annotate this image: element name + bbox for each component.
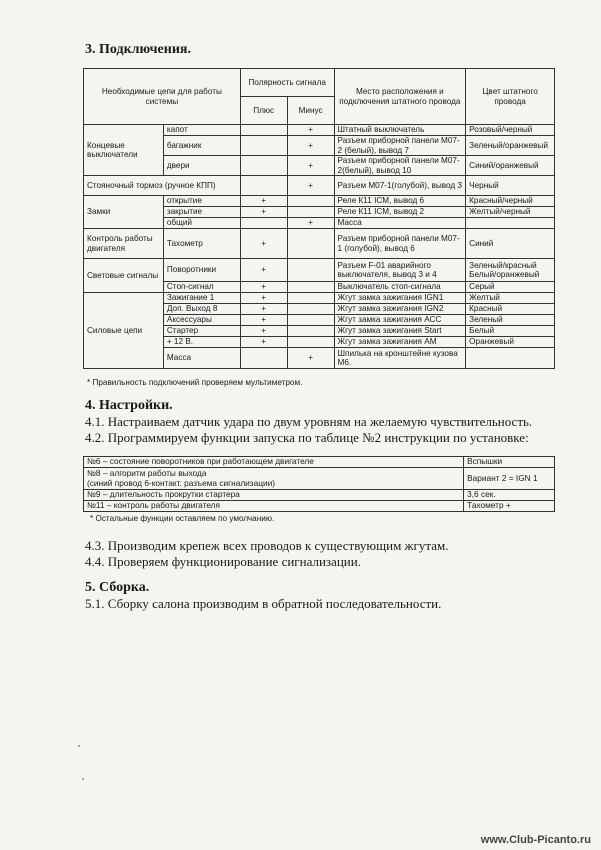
row-color: Белый xyxy=(466,326,555,337)
row-minus xyxy=(287,196,334,207)
settings-func: №9 – длительность прокрутки стартера xyxy=(84,490,464,501)
header-circuits: Необходимые цепи для работы системы xyxy=(84,69,241,125)
row-location: Жгут замка зажигания АМ xyxy=(334,337,466,348)
row-location: Жгут замка зажигания IGN2 xyxy=(334,304,466,315)
row-plus: + xyxy=(240,293,287,304)
section4-p3: 4.3. Производим крепеж всех проводов к существующим жгутам. xyxy=(85,538,449,553)
settings-value: Вариант 2 = IGN 1 xyxy=(464,468,555,490)
row-plus xyxy=(240,136,287,156)
group-light-signals: Световые сигналы xyxy=(84,259,164,293)
section4-p4: 4.4. Проверяем функционирование сигнализации. xyxy=(85,554,361,569)
row-plus: + xyxy=(240,315,287,326)
row-plus xyxy=(240,348,287,369)
row-location: Реле К11 ICM, вывод 6 xyxy=(334,196,466,207)
row-sub: открытие xyxy=(163,196,240,207)
row-sub: общий xyxy=(163,218,240,229)
row-minus xyxy=(287,293,334,304)
row-color: Желтый/черный xyxy=(466,207,555,218)
section4-note: * Остальные функции оставляем по умолчанию. xyxy=(90,514,275,523)
row-minus: + xyxy=(287,176,334,196)
group-locks: Замки xyxy=(84,196,164,229)
scan-speck xyxy=(78,745,80,747)
row-plus: + xyxy=(240,304,287,315)
row-plus xyxy=(240,156,287,176)
header-color: Цвет штатного провода xyxy=(466,69,555,125)
row-minus xyxy=(287,337,334,348)
section4-p2: 4.2. Программируем функции запуска по таблице №2 инструкции по установке: xyxy=(85,430,529,445)
row-location: Выключатель стоп-сигнала xyxy=(334,282,466,293)
row-plus: + xyxy=(240,259,287,282)
row-sub: Доп. Выход 8 xyxy=(163,304,240,315)
row-sub: Стартер xyxy=(163,326,240,337)
settings-func: №6 – состояние поворотников при работающем двигателе xyxy=(84,457,464,468)
row-sub: багажник xyxy=(163,136,240,156)
row-minus xyxy=(287,282,334,293)
row-plus: + xyxy=(240,326,287,337)
row-location: Жгут замка зажигания Start xyxy=(334,326,466,337)
row-plus: + xyxy=(240,337,287,348)
row-sub: капот xyxy=(163,125,240,136)
header-location: Место расположения и подключения штатного провода xyxy=(334,69,466,125)
row-color: Черный xyxy=(466,176,555,196)
row-color: Оранжевый xyxy=(466,337,555,348)
row-minus: + xyxy=(287,348,334,369)
row-plus: + xyxy=(240,229,287,259)
row-location: Жгут замка зажигания АСС xyxy=(334,315,466,326)
section5-p1: 5.1. Сборку салона производим в обратной последовательности. xyxy=(85,596,442,611)
row-plus xyxy=(240,218,287,229)
row-plus: + xyxy=(240,207,287,218)
scan-speck xyxy=(82,778,84,780)
row-location: Шпилька на кронштейне кузова М6. xyxy=(334,348,466,369)
row-color: Зеленый xyxy=(466,315,555,326)
row-minus xyxy=(287,207,334,218)
settings-value: Вспышки xyxy=(464,457,555,468)
row-minus xyxy=(287,229,334,259)
row-minus: + xyxy=(287,218,334,229)
row-color: Синий xyxy=(466,229,555,259)
row-color: Серый xyxy=(466,282,555,293)
settings-table xyxy=(83,456,555,512)
group-engine-control: Контроль работы двигателя xyxy=(84,229,164,259)
settings-func xyxy=(84,468,464,490)
row-color: Розовый/черный xyxy=(466,125,555,136)
section5-heading: 5. Сборка. xyxy=(85,580,150,595)
row-color: Красный/черный xyxy=(466,196,555,207)
row-sub: Тахометр xyxy=(163,229,240,259)
section4-heading: 4. Настройки. xyxy=(85,398,173,413)
row-minus xyxy=(287,259,334,282)
row-color xyxy=(466,348,555,369)
row-color: Красный xyxy=(466,304,555,315)
group-power-circuits: Силовые цепи xyxy=(84,293,164,369)
row-minus xyxy=(287,304,334,315)
row-sub: Аксессуары xyxy=(163,315,240,326)
group-door-switches: Концевые выключатели xyxy=(84,125,164,176)
section3-heading: 3. Подключения. xyxy=(85,42,191,57)
row-sub: Зажигание 1 xyxy=(163,293,240,304)
header-polarity: Полярность сигнала xyxy=(240,69,334,97)
row-minus: + xyxy=(287,156,334,176)
row-minus xyxy=(287,315,334,326)
row-sub: Масса xyxy=(163,348,240,369)
row-sub: Поворотники xyxy=(163,259,240,282)
watermark: www.Club-Picanto.ru xyxy=(480,834,591,846)
row-plus xyxy=(240,125,287,136)
row-minus: + xyxy=(287,125,334,136)
row-color: Синий/оранжевый xyxy=(466,156,555,176)
connections-table xyxy=(83,68,555,369)
row-plus xyxy=(240,176,287,196)
group-handbrake: Стояночный тормоз (ручное КПП) xyxy=(84,176,241,196)
header-minus: Минус xyxy=(287,97,334,125)
row-location: Штатный выключатель xyxy=(334,125,466,136)
header-plus: Плюс xyxy=(240,97,287,125)
row-color: Зеленый/оранжевый xyxy=(466,136,555,156)
section4-p1: 4.1. Настраиваем датчик удара по двум уровням на желаемую чувствительность. xyxy=(85,414,533,429)
row-sub: + 12 В. xyxy=(163,337,240,348)
row-location: Разъем М07-1(голубой), вывод 3 xyxy=(334,176,466,196)
row-color xyxy=(466,218,555,229)
row-location: Разъем приборной панели М07-2 (белый), вывод 7 xyxy=(334,136,466,156)
settings-func-line2: (синий провод 6-контакт. разъема сигнализации) xyxy=(87,477,276,488)
row-location: Разъем F-01 аварийного выключателя, вывод 3 и 4 xyxy=(334,259,466,282)
row-minus xyxy=(287,326,334,337)
settings-value: Тахометр + xyxy=(464,501,555,512)
row-sub: двери xyxy=(163,156,240,176)
row-sub: закрытие xyxy=(163,207,240,218)
row-plus: + xyxy=(240,282,287,293)
row-minus: + xyxy=(287,136,334,156)
row-color: Зеленый/красный Белый/оранжевый xyxy=(466,259,555,282)
row-location: Разъем приборной панели М07-2(белый), вывод 10 xyxy=(334,156,466,176)
row-sub: Стоп-сигнал xyxy=(163,282,240,293)
settings-func: №11 – контроль работы двигателя xyxy=(84,501,464,512)
row-location: Реле К11 ICM, вывод 2 xyxy=(334,207,466,218)
settings-func-line1: №8 – алгоритм работы выхода xyxy=(87,468,207,478)
settings-value: 3,6 сек. xyxy=(464,490,555,501)
row-location: Разъем приборной панели М07-1 (голубой), вывод 6 xyxy=(334,229,466,259)
row-color: Желтый xyxy=(466,293,555,304)
section3-note: * Правильность подключений проверяем мультиметром. xyxy=(87,378,303,387)
row-plus: + xyxy=(240,196,287,207)
row-location: Масса xyxy=(334,218,466,229)
row-location: Жгут замка зажигания IGN1 xyxy=(334,293,466,304)
